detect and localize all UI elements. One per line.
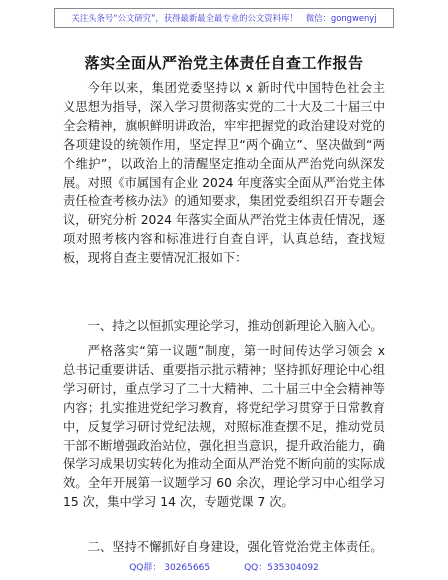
footer-qq-group: QQ群： 30265665	[129, 563, 211, 573]
banner-wechat: 微信：gongwenyj	[305, 13, 377, 23]
banner-text: 关注头条号“公文研究”，获得最新最全最专业的公文资料库！	[71, 13, 298, 23]
intro-paragraph: 今年以来，集团党委坚持以 x 新时代中国特色社会主义思想为指导，深入学习贯彻落实党的二十大及二十届三中全会精神，旗帜鲜明讲政治，牢牢把握党的政治建设对党的各项建设的统领作用，坚定捍卫“两个确立”、坚决做到“两个维护”，以政治上的清醒坚定推动全面从严治党向纵深发展。对照《市属国有企业 2024 年度落实全面从严治党主体责任检查考核办法》的通知要求，集团党委组织召开专题会议，研究分析 2024 年落实全面从严治党主体责任情况，逐项对照考核内容和标准进行自查自评，认真总结，查找短板，现将自查主要情况汇报如下：	[63, 81, 385, 266]
footer-qq: QQ：535304092	[244, 563, 319, 573]
promo-banner	[54, 8, 394, 28]
section-heading-1: 一、持之以恒抓实理论学习，推动创新理论入脑入心。	[87, 319, 383, 333]
document-title: 落实全面从严治党主体责任自查工作报告	[84, 54, 364, 72]
section-heading-2: 二、坚持不懈抓好自身建设，强化管党治党主体责任。	[87, 540, 383, 554]
page-footer	[0, 560, 448, 573]
section-1-paragraph: 严格落实“第一议题”制度，第一时间传达学习领会 x 总书记重要讲话、重要指示批示精神；坚持抓好理论中心组学习研讨，重点学习了二十大精神、二十届三中全会精神等内容；扎实推进党纪学习教育，将党纪学习贯穿于日常教育中，反复学习研讨党纪法规，对照标准查摆不足，推动党员干部不断增强政治站位，强化担当意识，提升政治能力，确保学习成果切实转化为推动全面从严治党不断向前的实际成效。全年开展第一议题学习 60 余次，理论学习中心组学习 15 次，集中学习 14 次，专题党课 7 次。	[63, 344, 385, 510]
